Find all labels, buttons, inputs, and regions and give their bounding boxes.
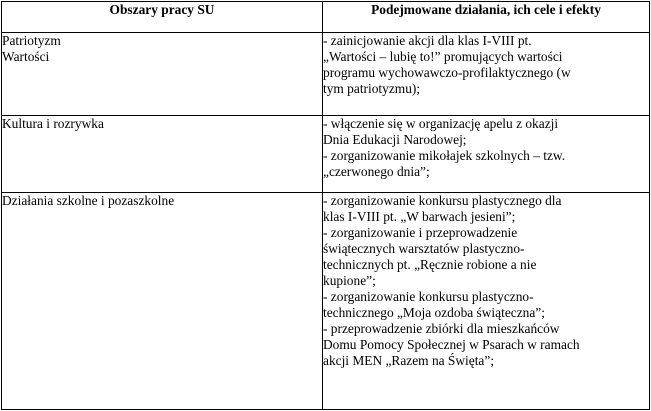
action-line: - zorganizowanie konkursu plastycznego dla: [323, 193, 562, 208]
action-line: tym patriotyzmu);: [323, 81, 421, 96]
table-row: [2, 193, 650, 410]
action-line: Dnia Edukacji Narodowej;: [323, 132, 467, 147]
action-line: Domu Pomocy Społecznej w Psarach w ramach: [323, 337, 580, 352]
header-actions: Podejmowane działania, ich cele i efekty: [323, 2, 650, 33]
action-line: technicznych pt. „Ręcznie robione a nie: [323, 257, 537, 272]
actions-cell: [323, 33, 650, 116]
action-line: „czerwonego dnia”;: [323, 164, 430, 179]
action-line: świątecznych warsztatów plastyczno-: [323, 241, 525, 256]
area-cell: [2, 193, 323, 410]
su-activities-table: [1, 1, 650, 410]
action-line: - zainicjowanie akcji dla klas I-VIII pt.: [323, 33, 532, 48]
action-line: „Wartości – lubię to!” promujących wartości: [323, 49, 563, 64]
action-line: klas I-VIII pt. „W barwach jesieni”;: [323, 209, 516, 224]
table-row: [2, 116, 650, 193]
action-line: technicznego „Moja ozdoba świąteczna”;: [323, 305, 545, 320]
area-cell: [2, 116, 323, 193]
area-cell: [2, 33, 323, 116]
table-header-row: [2, 2, 650, 33]
table-row: [2, 33, 650, 116]
action-line: akcji MEN „Razem na Święta”;: [323, 353, 495, 368]
actions-cell: [323, 193, 650, 410]
area-line: Patriotyzm: [2, 33, 61, 48]
action-line: - zorganizowanie i przeprowadzenie: [323, 225, 518, 240]
area-line: Kultura i rozrywka: [2, 116, 104, 131]
header-areas: Obszary pracy SU: [2, 2, 323, 33]
action-line: - zorganizowanie mikołajek szkolnych – tzw.: [323, 148, 566, 163]
action-line: - zorganizowanie konkursu plastyczno-: [323, 289, 534, 304]
area-line: Działania szkolne i pozaszkolne: [2, 193, 175, 208]
actions-cell: [323, 116, 650, 193]
action-line: - włączenie się w organizację apelu z okazji: [323, 116, 559, 131]
area-line: Wartości: [2, 49, 50, 64]
action-line: kupione”;: [323, 273, 376, 288]
action-line: - przeprowadzenie zbiórki dla mieszkańców: [323, 321, 560, 336]
action-line: programu wychowawczo-profilaktycznego (w: [323, 65, 571, 80]
